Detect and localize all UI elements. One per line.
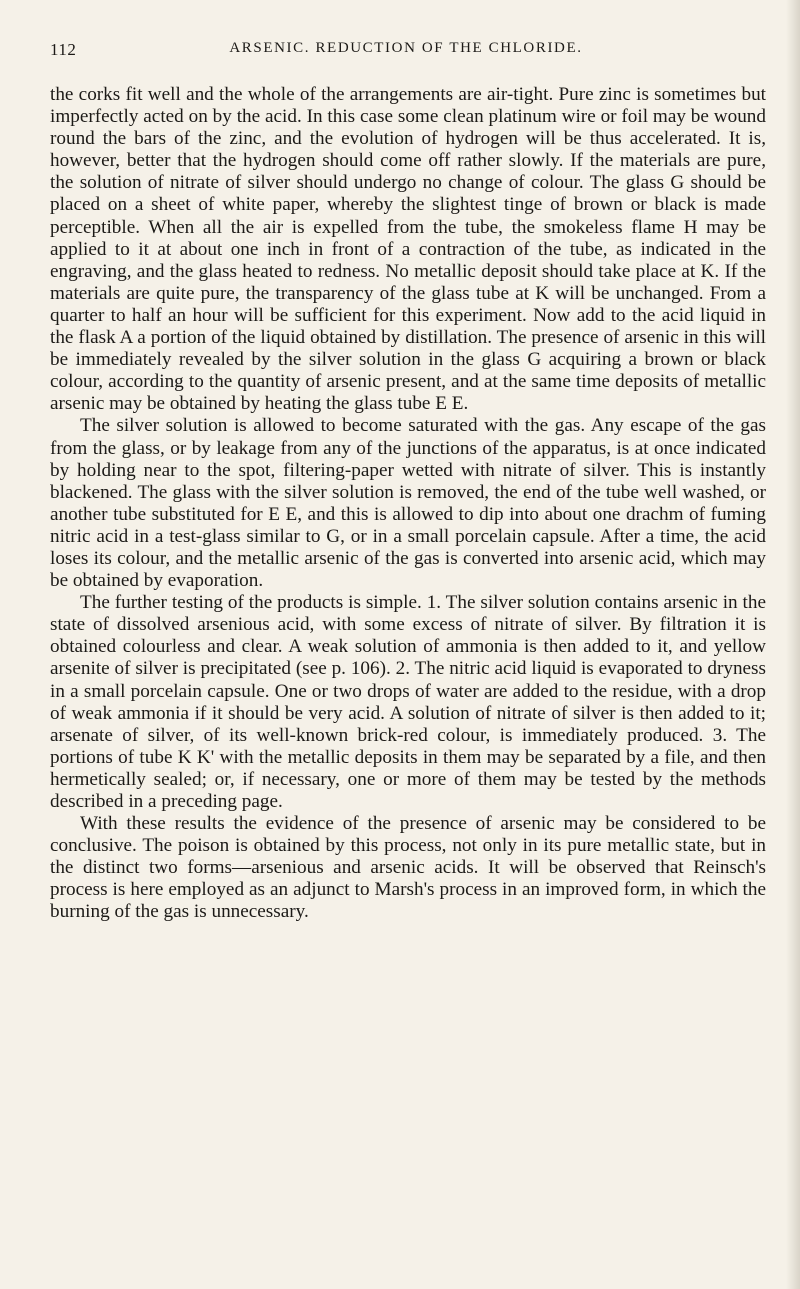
page-number: 112 <box>50 40 77 59</box>
paragraph: With these results the evidence of the presence of arsenic may be considered to be conclusive. The poison is obtained by this process, not only in its pure metallic state, but in the distinct two forms—arsenious and arsenic acids. It will be observed that Reinsch's process is here employed as an adjunct to Marsh's process in an improved form, in which the burning of the gas is unnecessary. <box>50 813 766 923</box>
page-header <box>50 40 762 64</box>
page-edge-shadow <box>786 0 800 1289</box>
body-text <box>50 84 766 924</box>
paragraph: The further testing of the products is simple. 1. The silver solution contains arsenic in the state of dissolved arsenious acid, with some excess of nitrate of silver. By filtration it is obtained colourless and clear. A weak solution of ammonia is then added to it, and yellow arsenite of silver is precipitated (see p. 106). 2. The nitric acid liquid is evaporated to dryness in a small porcelain capsule. One or two drops of water are added to the residue, with a drop of weak ammonia if it should be very acid. A solution of nitrate of silver is then added to it; arsenate of silver, of its well-known brick-red colour, is immediately produced. 3. The portions of tube K K' with the metallic deposits in them may be separated by a file, and then hermetically sealed; or, if necessary, one or more of them may be tested by the methods described in a preceding page. <box>50 592 766 812</box>
paragraph: The silver solution is allowed to become saturated with the gas. Any escape of the gas from the glass, or by leakage from any of the junctions of the apparatus, is at once indicated by holding near to the spot, filtering-paper wetted with nitrate of silver. This is instantly blackened. The glass with the silver solution is removed, the end of the tube well washed, or another tube substituted for E E, and this is allowed to dip into about one drachm of fuming nitric acid in a test-glass similar to G, or in a small porcelain capsule. After a time, the acid loses its colour, and the metallic arsenic of the gas is converted into arsenic acid, which may be obtained by evaporation. <box>50 415 766 592</box>
paragraph: the corks fit well and the whole of the arrangements are air-tight. Pure zinc is sometimes but imperfectly acted on by the acid. In this case some clean platinum wire or foil may be wound round the bars of the zinc, and the evolution of hydrogen will be thus accelerated. It is, however, better that the hydrogen should come off rather slowly. If the materials are pure, the solution of nitrate of silver should undergo no change of colour. The glass G should be placed on a sheet of white paper, whereby the slightest tinge of brown or black is made perceptible. When all the air is expelled from the tube, the smokeless flame H may be applied to it at about one inch in front of a contraction of the tube, as indicated in the engraving, and the glass heated to redness. No metallic deposit should take place at K. If the materials are quite pure, the transparency of the glass tube at K will be unchanged. From a quarter to half an hour will be sufficient for this experiment. Now add to the acid liquid in the flask A a portion of the liquid obtained by distillation. The presence of arsenic in this will be immediately revealed by the silver solution in the glass G acquiring a brown or black colour, according to the quantity of arsenic present, and at the same time deposits of metallic arsenic may be obtained by heating the glass tube E E. <box>50 84 766 415</box>
running-head: ARSENIC. REDUCTION OF THE CHLORIDE. <box>229 40 583 56</box>
